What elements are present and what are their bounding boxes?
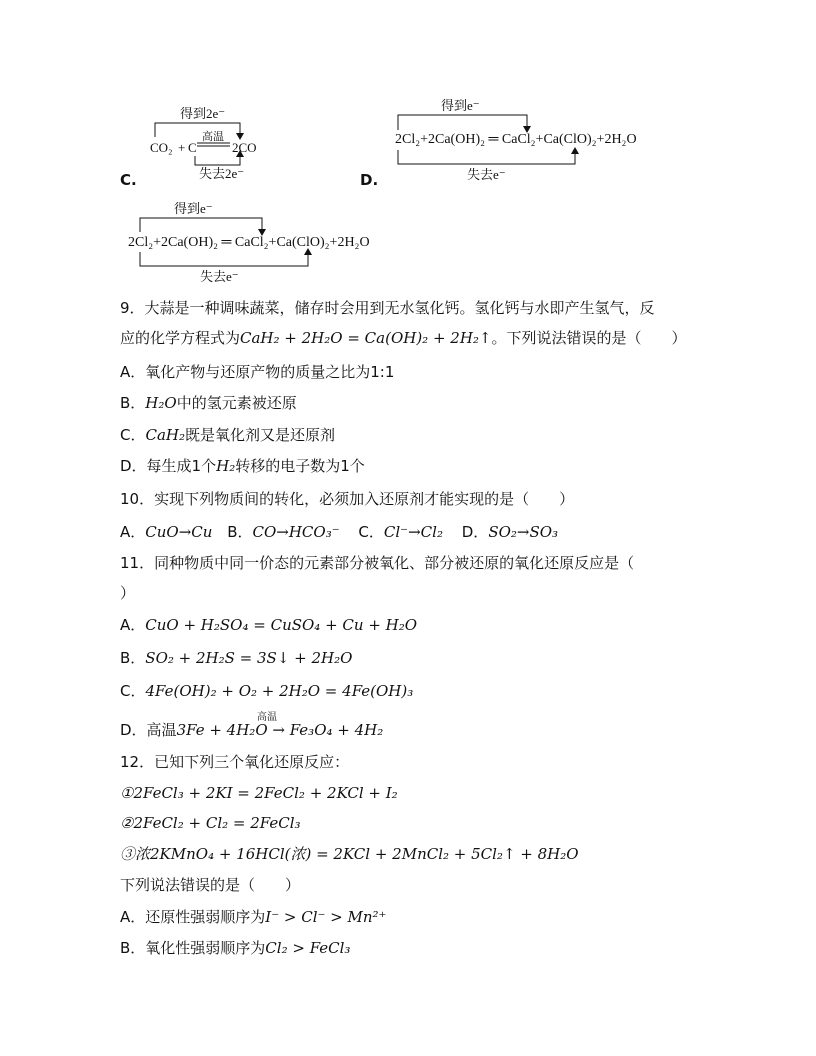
product-co: 2CO (232, 140, 257, 155)
question-stem-line2: 应的化学方程式为CaH₂ + 2H₂O = Ca(OH)₂ + 2H₂↑。下列说法错误的是（ ） (120, 329, 687, 347)
reaction-condition: 高温 (257, 712, 277, 723)
lose-electrons-label: 失去e⁻ (200, 269, 239, 284)
reactant-co2: CO₂ (150, 140, 173, 155)
option-b[interactable]: B．氧化性强弱顺序为Cl₂ > FeCl₃ (120, 939, 351, 957)
reaction-2: ②2FeCl₂ + Cl₂ = 2FeCl₃ (120, 814, 301, 832)
reaction-equation: CaH₂ + 2H₂O = Ca(OH)₂ + 2H₂↑ (240, 329, 492, 347)
option-b[interactable]: B．CO→HCO₃⁻ (227, 523, 340, 541)
option-d[interactable]: D．SO₂→SO₃ (461, 523, 559, 541)
option-b[interactable]: B．SO₂ + 2H₂S = 3S↓ + 2H₂O (120, 649, 353, 667)
plus-sign: + (178, 140, 186, 155)
lose-electrons-label: 失去e⁻ (467, 167, 506, 182)
option-a[interactable]: A．CuO→Cu (120, 523, 213, 541)
options-row (120, 522, 558, 542)
option-label-c: C. (120, 171, 137, 189)
gain-electrons-label: 得到e⁻ (441, 98, 480, 113)
option-d[interactable]: D．每生成1个H₂转移的电子数为1个 (120, 457, 365, 475)
question-stem: 11．同种物质中同一价态的元素部分被氧化、部分被还原的氧化还原反应是（ (120, 554, 635, 572)
gain-electrons-label: 得到2e⁻ (180, 106, 226, 121)
electron-transfer-arrows-third (0, 0, 816, 300)
question-stem: 9．大蒜是一种调味蔬菜，储存时会用到无水氢化钙。氢化钙与水即产生氢气，反 (120, 299, 655, 317)
reactant-c: C (188, 140, 197, 155)
option-b[interactable]: B．H₂O中的氢元素被还原 (120, 394, 297, 412)
question-stem-line2: ） (120, 584, 136, 602)
redox-equation: 2Cl₂+2Ca(OH)₂ ═ CaCl₂+Ca(ClO)₂+2H₂O (395, 132, 637, 147)
reaction-3: ③浓2KMnO₄ + 16HCl(浓) = 2KCl + 2MnCl₂ + 5Cl₂↑ + 8H₂O (120, 845, 579, 863)
option-c[interactable]: C．4Fe(OH)₂ + O₂ + 2H₂O = 4Fe(OH)₃ (120, 682, 414, 700)
gain-electrons-label: 得到e⁻ (174, 201, 213, 216)
question-prompt: 下列说法错误的是（ ） (120, 876, 301, 894)
redox-equation: 2Cl₂+2Ca(OH)₂ ═ CaCl₂+Ca(ClO)₂+2H₂O (128, 235, 370, 250)
option-a[interactable]: A．CuO + H₂SO₄ = CuSO₄ + Cu + H₂O (120, 616, 418, 634)
reaction-condition: 高温 (202, 131, 224, 143)
reaction-1: ①2FeCl₃ + 2KI = 2FeCl₂ + 2KCl + I₂ (120, 784, 398, 802)
option-c[interactable]: C．CaH₂既是氧化剂又是还原剂 (120, 426, 336, 444)
lose-electrons-label: 失去2e⁻ (199, 166, 245, 181)
question-stem: 12．已知下列三个氧化还原反应： (120, 753, 350, 771)
option-label-d: D. (360, 171, 379, 189)
option-d[interactable]: D．高温3Fe + 4H₂O → Fe₃O₄ + 4H₂ (120, 721, 384, 739)
question-stem: 10．实现下列物质间的转化，必须加入还原剂才能实现的是（ ） (120, 490, 575, 508)
option-a[interactable]: A．氧化产物与还原产物的质量之比为1:1 (120, 363, 395, 381)
option-c[interactable]: C．Cl⁻→Cl₂ (358, 523, 443, 541)
option-a[interactable]: A．还原性强弱顺序为I⁻ > Cl⁻ > Mn²⁺ (120, 908, 387, 926)
